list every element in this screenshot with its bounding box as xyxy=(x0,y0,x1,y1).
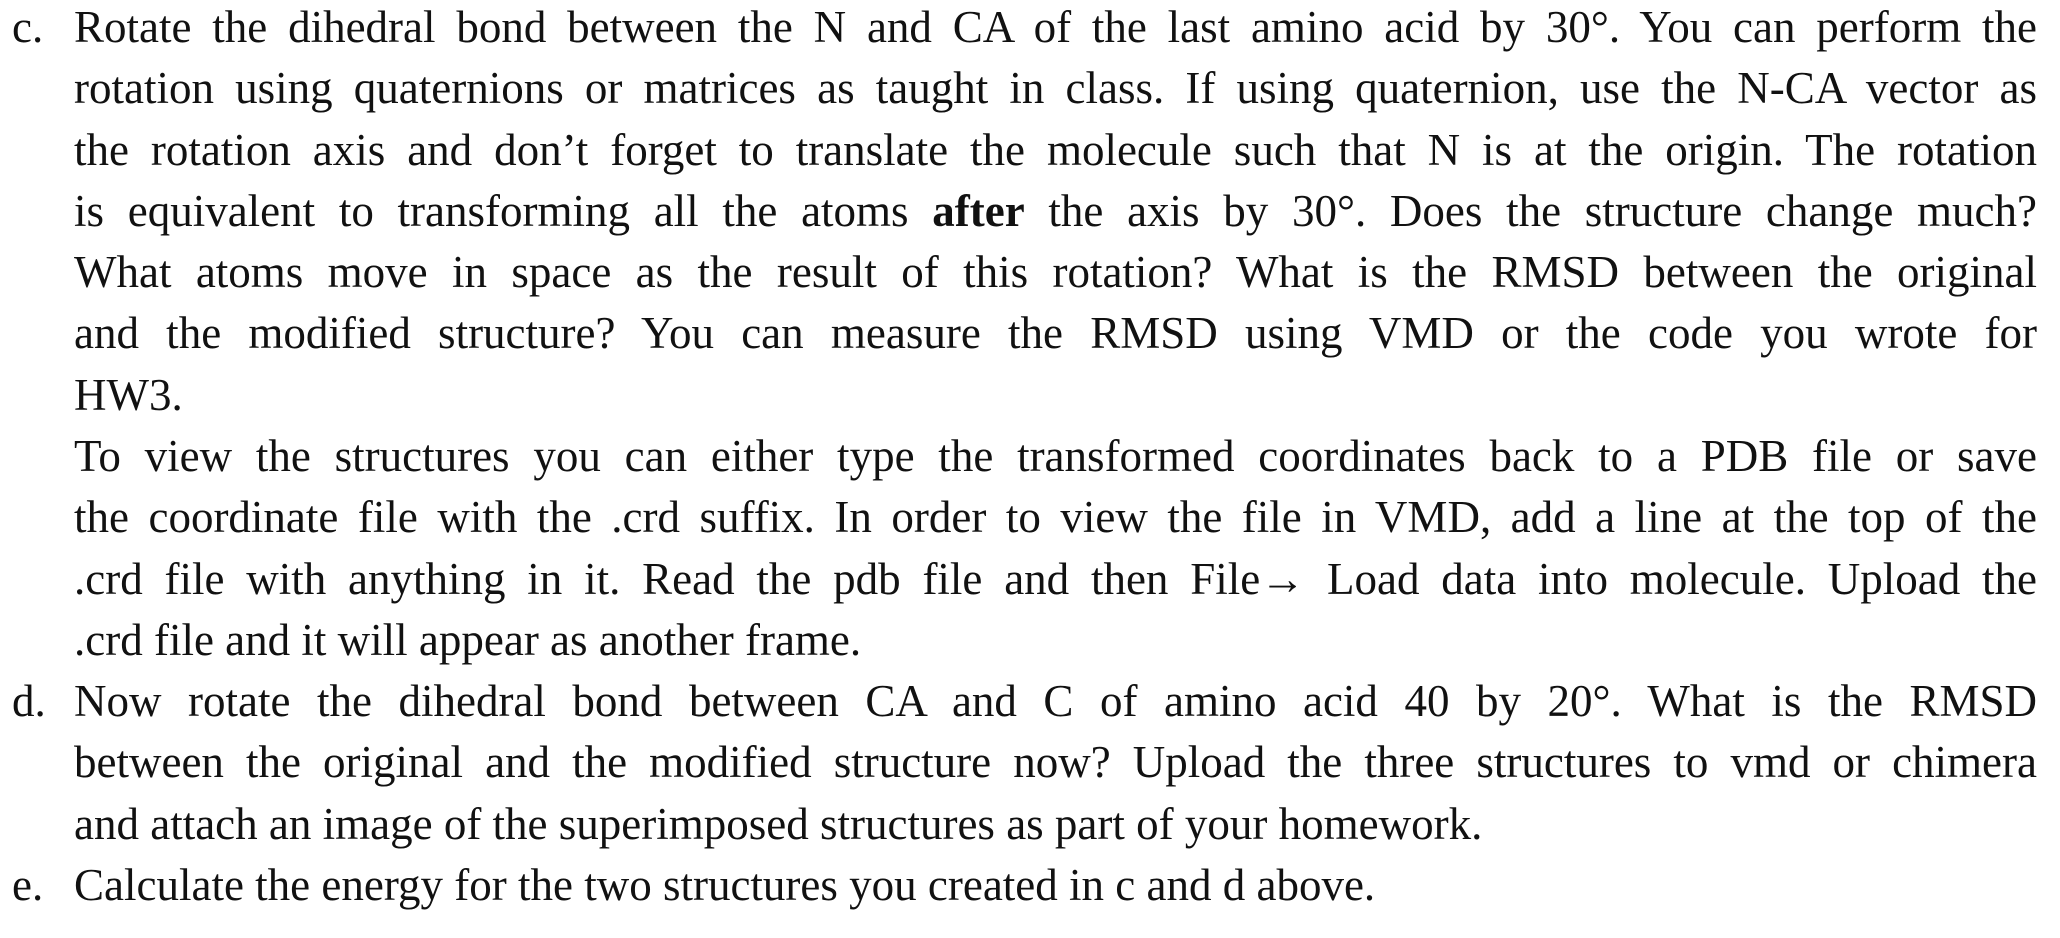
item-marker: c. xyxy=(12,2,44,52)
text-line-with-bold xyxy=(74,181,2037,242)
text-line: Now rotate the dihedral bond between CA and C of amino acid 40 by 20°. What is the RMSD xyxy=(74,676,2037,726)
item-text xyxy=(74,671,2037,855)
text-line: the coordinate file with the .crd suffix. In order to view the file in VMD, add a line at the top of the xyxy=(74,492,2037,543)
text-fragment: is equivalent to transforming all the atoms xyxy=(74,185,933,236)
text-line: .crd file and it will appear as another frame. xyxy=(74,614,862,665)
item-text xyxy=(74,0,2037,671)
text-line: rotation using quaternions or matrices as taught in class. If using quaternion, use the N-CA vector as xyxy=(74,63,2037,114)
item-text xyxy=(74,855,2037,916)
text-line: and the modified structure? You can measure the RMSD using VMD or the code you wrote for xyxy=(74,308,2037,359)
emphasis-after: after xyxy=(932,185,1025,236)
text-fragment: the axis by 30°. Does the structure change much? xyxy=(1024,185,2037,236)
text-line: and attach an image of the superimposed structures as part of your homework. xyxy=(74,798,1483,849)
text-line: between the original and the modified structure now? Upload the three structures to vmd or chimera xyxy=(74,737,2037,788)
item-marker: e. xyxy=(12,860,44,910)
item-marker: d. xyxy=(12,676,46,726)
text-line: Rotate the dihedral bond between the N and CA of the last amino acid by 30°. You can perform the xyxy=(74,2,2037,52)
text-line: HW3. xyxy=(74,369,183,420)
text-line: .crd file with anything in it. Read the pdb file and then File→ Load data into molecule. Upload the xyxy=(74,553,2037,604)
text-line: What atoms move in space as the result of this rotation? What is the RMSD between the original xyxy=(74,247,2037,298)
text-line: Calculate the energy for the two structures you created in c and d above. xyxy=(74,860,1376,910)
text-line: the rotation axis and don’t forget to translate the molecule such that N is at the origin. The rotation xyxy=(74,124,2037,175)
text-line: To view the structures you can either type the transformed coordinates back to a PDB file or save xyxy=(74,431,2037,482)
